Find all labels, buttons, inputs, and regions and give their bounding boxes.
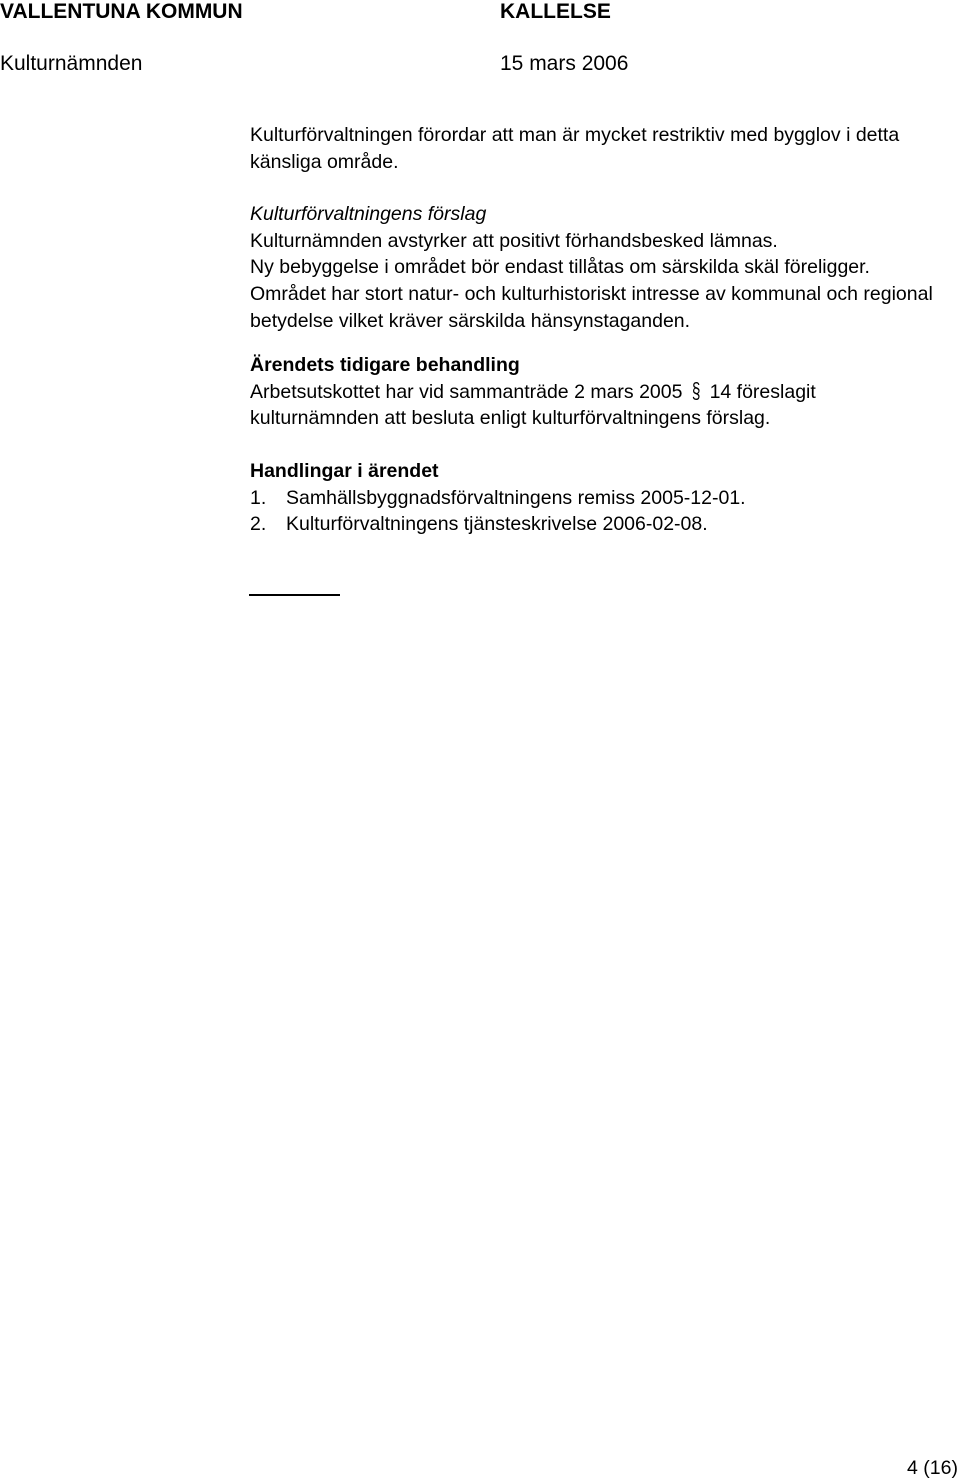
history-text xyxy=(250,379,950,432)
document-type: KALLELSE xyxy=(500,0,611,23)
history-text-before: Arbetsutskottet har vid sammanträde 2 mars 2005 xyxy=(250,380,683,403)
list-item-number: 1. xyxy=(250,486,267,509)
intro-paragraph: Kulturförvaltningen förordar att man är mycket restriktiv med bygglov i detta känsliga område. xyxy=(250,124,900,173)
document-body xyxy=(250,122,950,538)
document-date: 15 mars 2006 xyxy=(500,52,629,75)
organization-name: VALLENTUNA KOMMUN xyxy=(0,0,243,23)
list-item-number: 2. xyxy=(250,513,267,536)
section-symbol: § xyxy=(691,377,701,403)
list-item-text: Kulturförvaltningens tjänsteskrivelse 2006-02-08. xyxy=(286,513,708,536)
committee-name: Kulturnämnden xyxy=(0,52,143,75)
end-of-section-rule xyxy=(249,594,340,596)
proposal-line: Kulturnämnden avstyrker att positivt förhandsbesked lämnas. xyxy=(250,229,778,252)
proposal-text: Ny bebyggelse i området bör endast tillåtas om särskilda skäl föreligger. Området har stort natur- och kulturhistoriskt intresse av kommunal och regional betydelse vilket kräver särskilda hänsynstaganden. xyxy=(250,256,933,332)
history-text-after: 14 föreslagit kulturnämnden att besluta enligt kulturförvaltningens förslag. xyxy=(250,380,816,430)
list-item xyxy=(250,485,950,512)
list-item-text: Samhällsbyggnadsförvaltningens remiss 2005-12-01. xyxy=(286,486,746,509)
history-heading: Ärendets tidigare behandling xyxy=(250,354,520,377)
list-item xyxy=(250,511,950,538)
proposal-heading: Kulturförvaltningens förslag xyxy=(250,203,487,226)
page-number: 4 (16) xyxy=(907,1457,958,1479)
documents-heading: Handlingar i ärendet xyxy=(250,459,439,482)
